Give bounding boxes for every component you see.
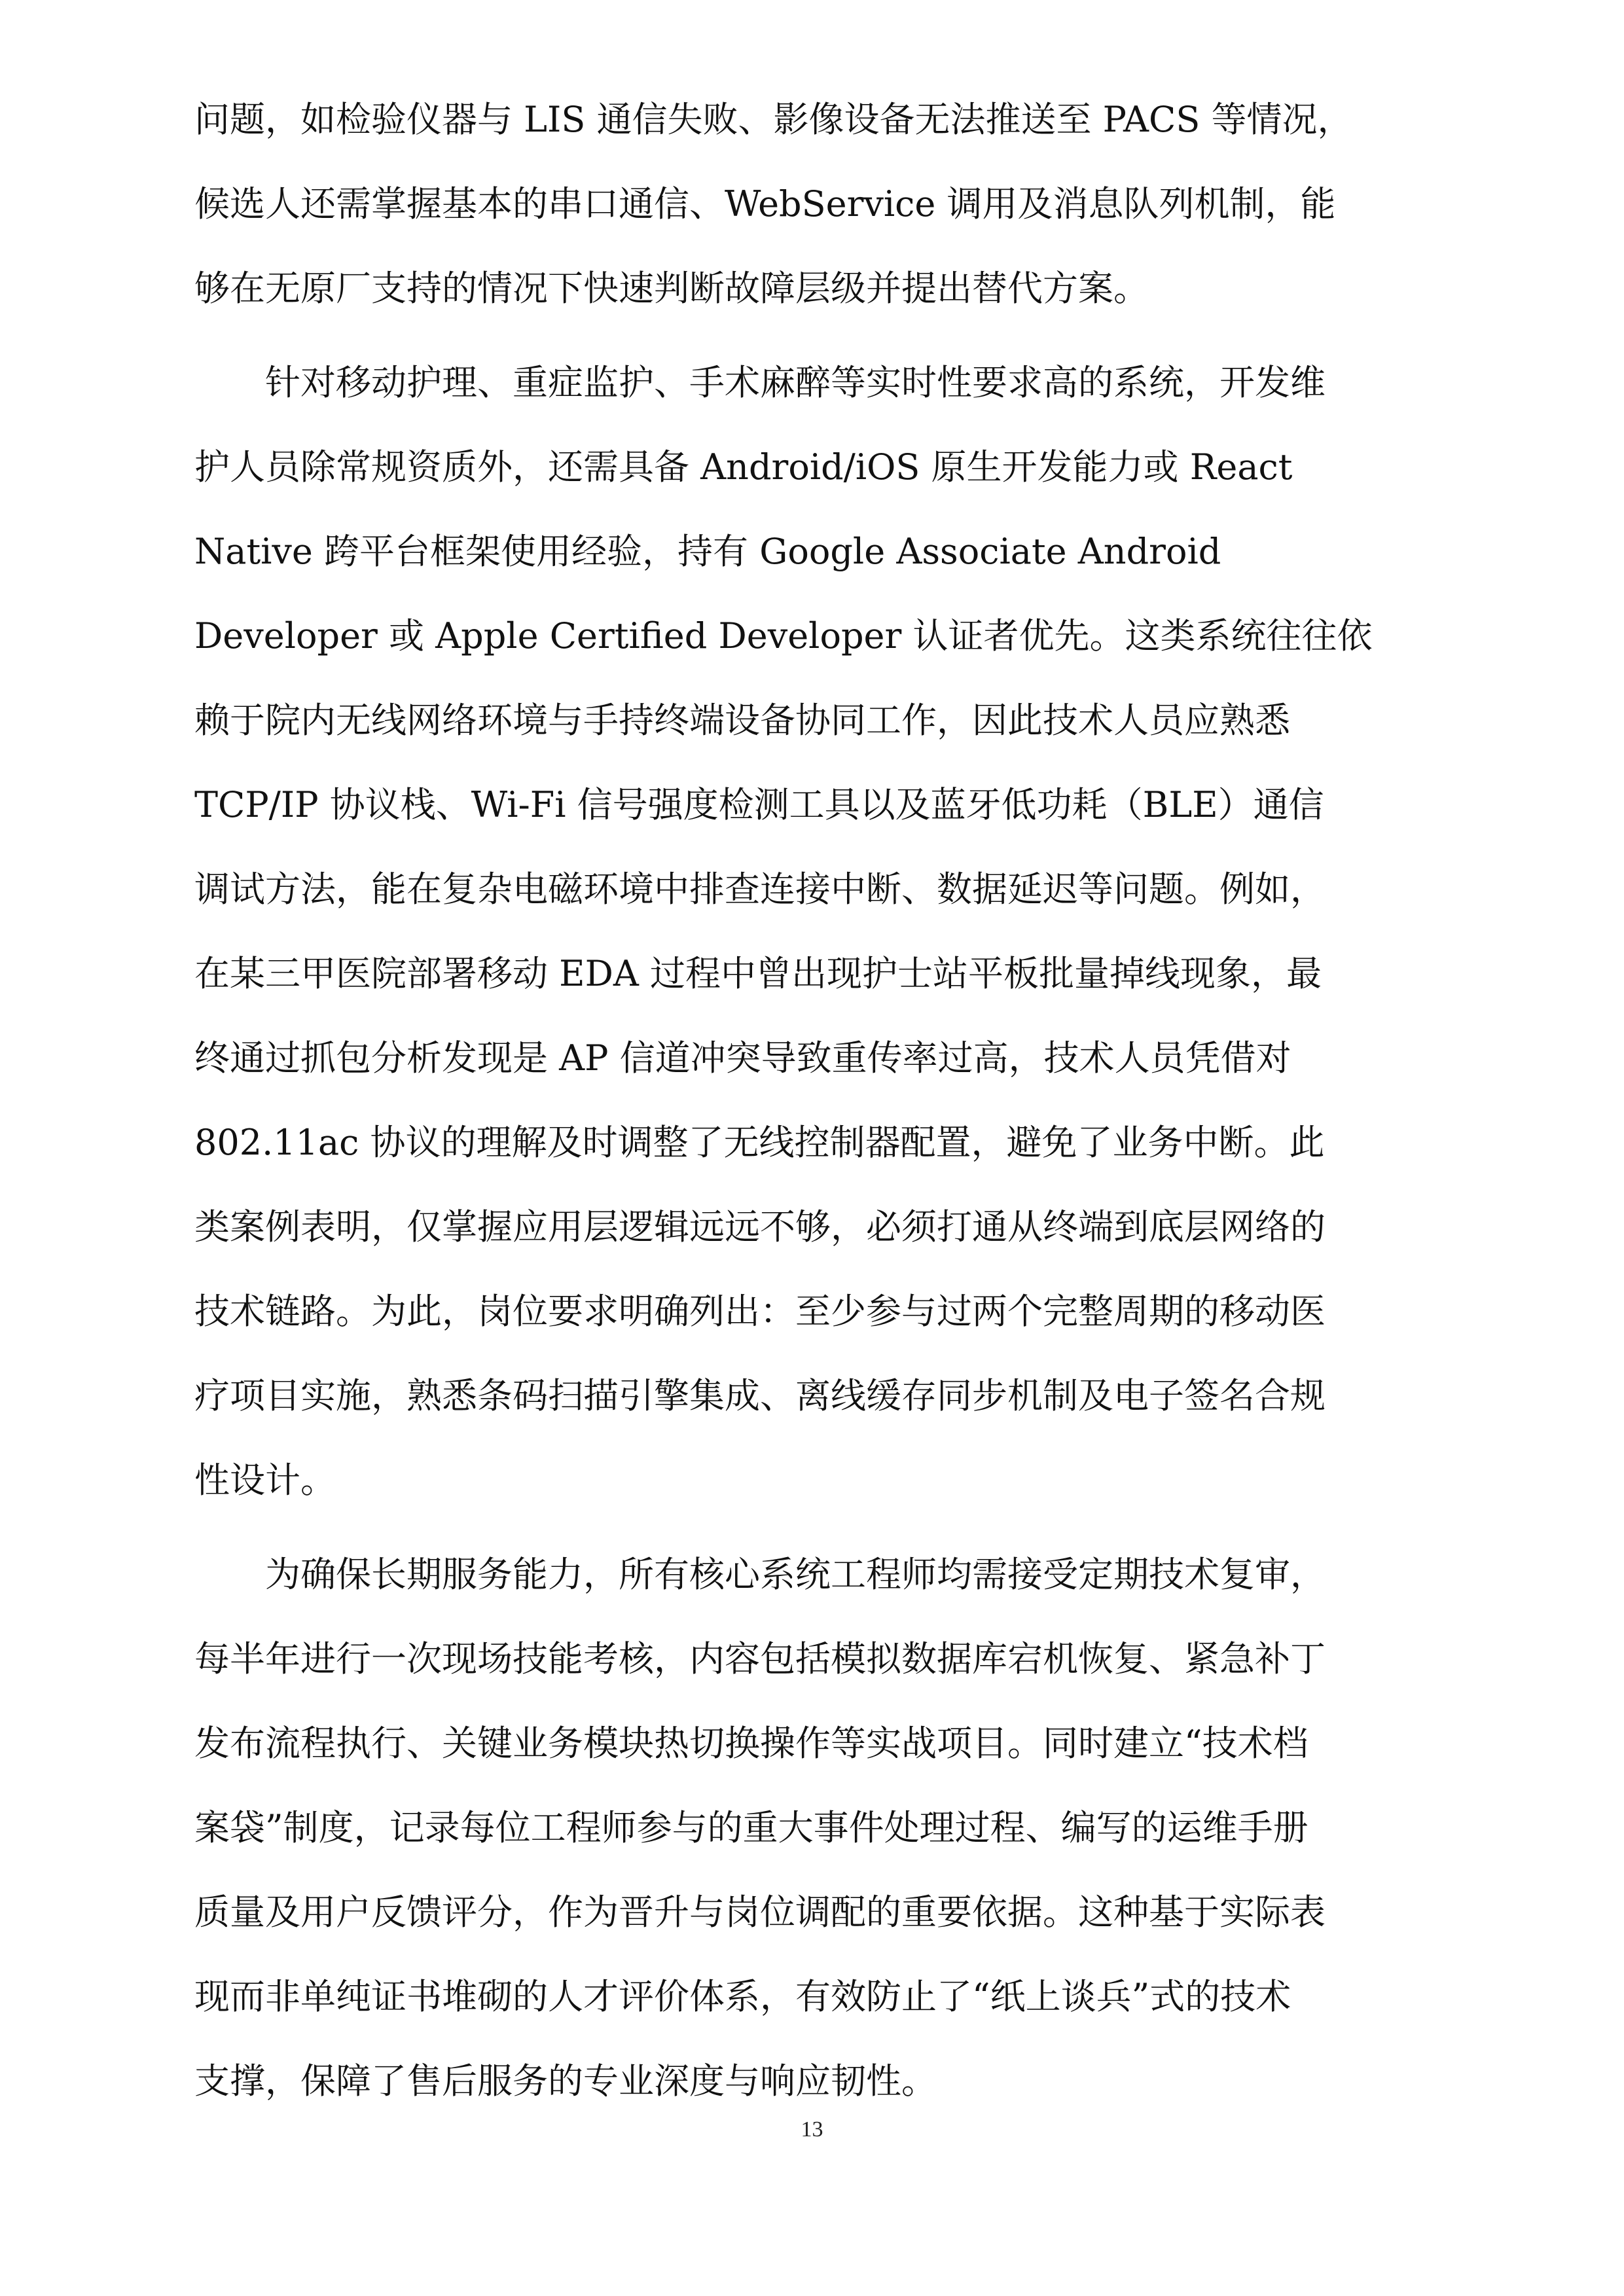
text-line: 护人员除常规资质外，还需具备 Android/iOS 原生开发能力或 React — [194, 446, 1293, 488]
text-line: 针对移动护理、重症监护、手术麻醉等实时性要求高的系统，开发维 — [194, 362, 1326, 403]
text-line: Developer 或 Apple Certified Developer 认证者优先。这类系统往往依 — [194, 615, 1373, 656]
text-line: 案袋”制度，记录每位工程师参与的重大事件处理过程、编写的运维手册 — [194, 1807, 1308, 1848]
text-line: 发布流程执行、关键业务模块热切换操作等实战项目。同时建立“技术档 — [194, 1723, 1308, 1764]
text-line: 技术链路。为此，岗位要求明确列出：至少参与过两个完整周期的移动医 — [194, 1291, 1326, 1332]
text-line: 疗项目实施，熟悉条码扫描引擎集成、离线缓存同步机制及电子签名合规 — [194, 1375, 1326, 1416]
text-line: 候选人还需掌握基本的串口通信、WebService 调用及消息队列机制，能 — [194, 183, 1336, 224]
paragraph-gap — [194, 331, 1438, 340]
paragraph — [194, 340, 1438, 1522]
text-line: 调试方法，能在复杂电磁环境中排查连接中断、数据延迟等问题。例如， — [194, 869, 1326, 910]
text-line: TCP/IP 协议栈、Wi-Fi 信号强度检测工具以及蓝牙低功耗（BLE）通信 — [194, 784, 1324, 825]
text-line: 够在无原厂支持的情况下快速判断故障层级并提出替代方案。 — [194, 268, 1149, 309]
paragraph — [194, 1532, 1438, 2123]
text-line: 类案例表明，仅掌握应用层逻辑远远不够，必须打通从终端到底层网络的 — [194, 1206, 1326, 1247]
text-line: 每半年进行一次现场技能考核，内容包括模拟数据库宕机恢复、紧急补丁 — [194, 1638, 1326, 1679]
text-line: 质量及用户反馈评分，作为晋升与岗位调配的重要依据。这种基于实际表 — [194, 1892, 1326, 1933]
text-line: 现而非单纯证书堆砌的人才评价体系，有效防止了“纸上谈兵”式的技术 — [194, 1976, 1291, 2017]
text-line: 为确保长期服务能力，所有核心系统工程师均需接受定期技术复审， — [194, 1554, 1326, 1595]
body-text — [194, 77, 1438, 2123]
text-line: Native 跨平台框架使用经验，持有 Google Associate Android — [194, 531, 1221, 572]
text-line: 问题，如检验仪器与 LIS 通信失败、影像设备无法推送至 PACS 等情况， — [194, 99, 1353, 140]
text-line: 802.11ac 协议的理解及时调整了无线控制器配置，避免了业务中断。此 — [194, 1122, 1325, 1163]
text-line: 在某三甲医院部署移动 EDA 过程中曾出现护士站平板批量掉线现象，最 — [194, 953, 1322, 994]
page-number: 13 — [801, 2117, 823, 2142]
paragraph-gap — [194, 1522, 1438, 1532]
text-line: 支撑，保障了售后服务的专业深度与响应韧性。 — [194, 2060, 937, 2102]
paragraph — [194, 77, 1438, 331]
text-line: 赖于院内无线网络环境与手持终端设备协同工作，因此技术人员应熟悉 — [194, 700, 1290, 741]
text-line: 性设计。 — [194, 1460, 336, 1501]
text-line: 终通过抓包分析发现是 AP 信道冲突导致重传率过高，技术人员凭借对 — [194, 1037, 1291, 1079]
